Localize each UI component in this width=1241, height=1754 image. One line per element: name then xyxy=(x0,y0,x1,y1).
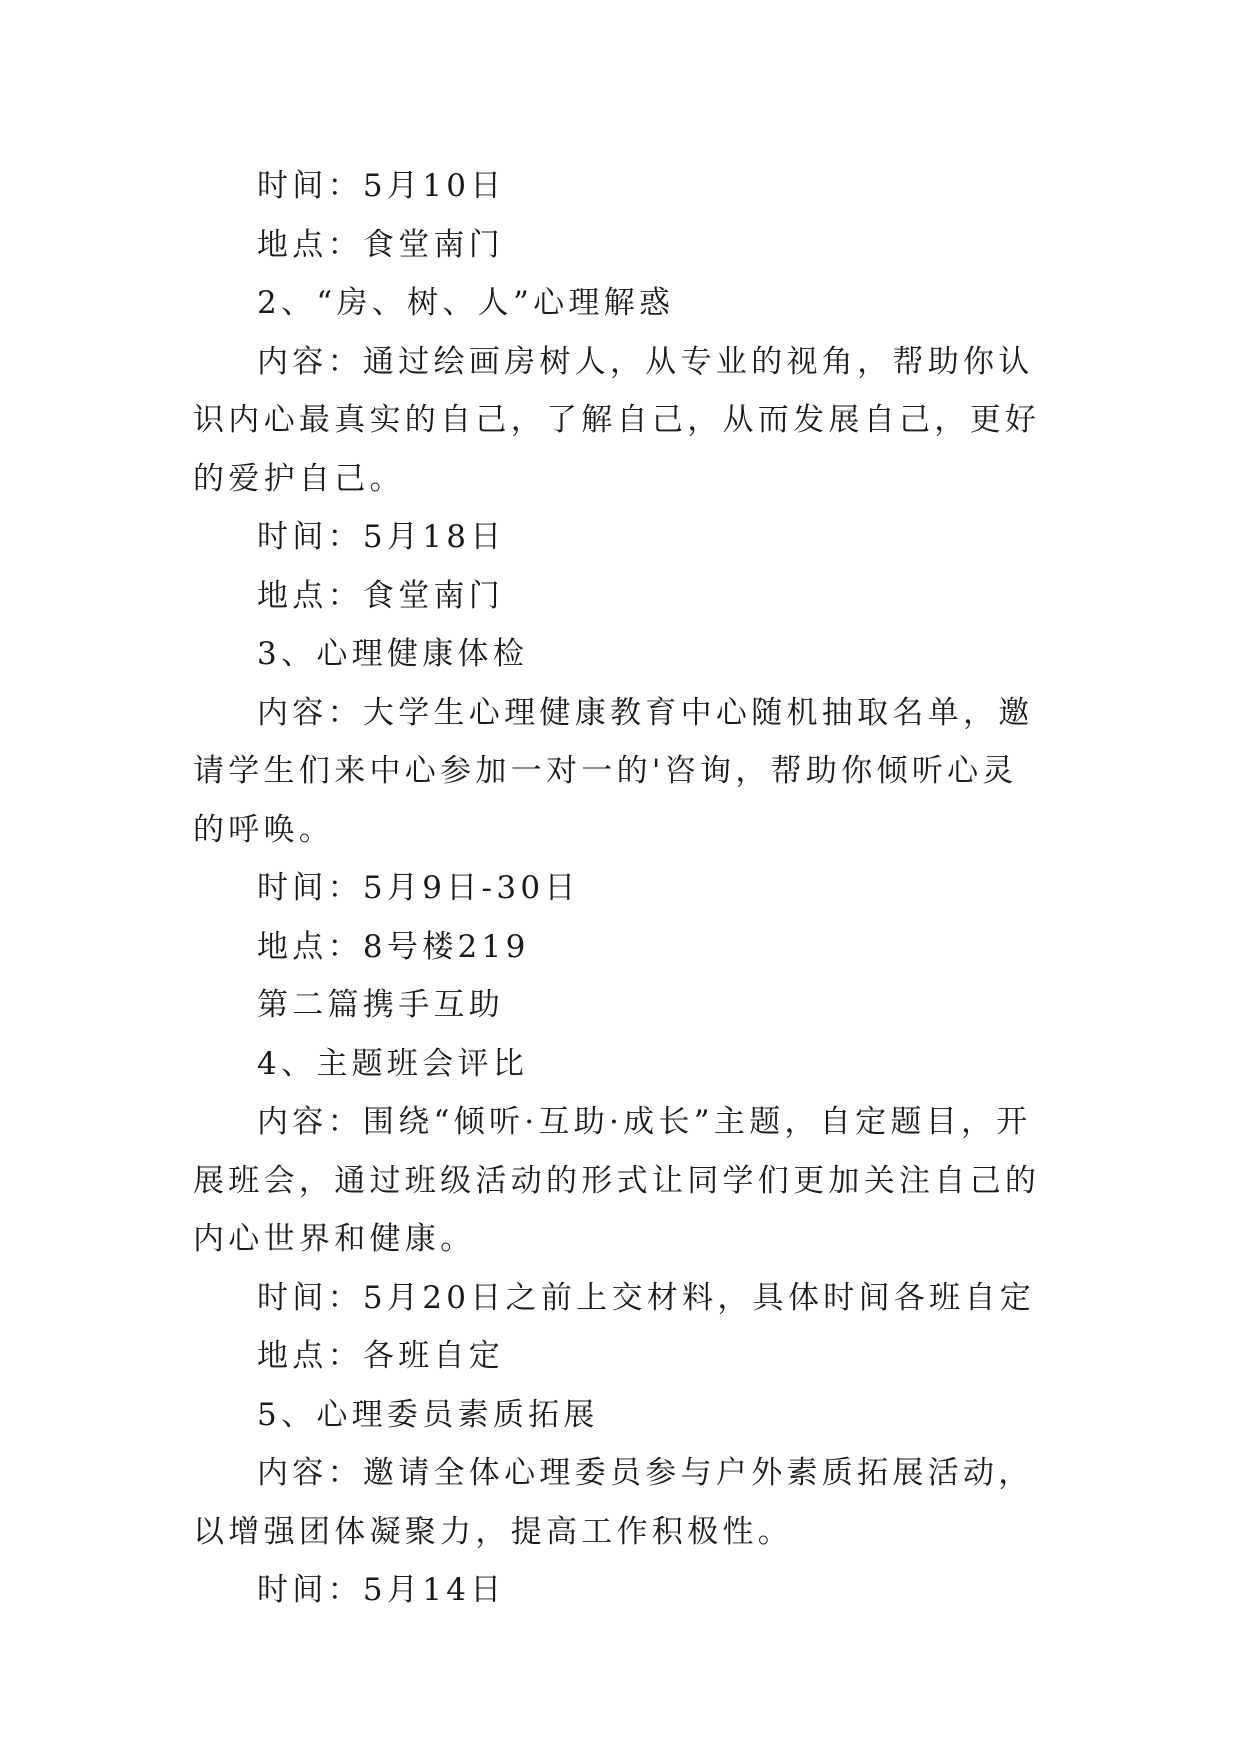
paragraph-content-2: 内容：通过绘画房树人，从专业的视角，帮助你认识内心最真实的自己，了解自己，从而发展自己，更好的爱护自己。 xyxy=(193,343,1041,497)
section-heading-5: 5、心理委员素质拓展 xyxy=(257,1396,599,1433)
section-heading-3: 3、心理健康体检 xyxy=(257,636,529,672)
part-heading-2: 第二篇携手互助 xyxy=(257,987,505,1023)
paragraph-time-1: 时间：5月10日 xyxy=(257,168,506,204)
paragraph-time-2: 时间：5月18日 xyxy=(257,519,506,555)
paragraph-time-5: 时间：5月14日 xyxy=(257,1572,506,1608)
paragraph-location-4: 地点：各班自定 xyxy=(257,1338,505,1374)
paragraph-time-4: 时间：5月20日之前上交材料，具体时间各班自定 xyxy=(257,1279,1036,1316)
paragraph-content-5: 内容：邀请全体心理委员参与户外素质拓展活动，以增强团体凝聚力，提高工作积极性。 xyxy=(193,1455,1034,1550)
paragraph-content-3: 内容：大学生心理健康教育中心随机抽取名单，邀请学生们来中心参加一对一的'咨询，帮助你倾听心灵的呼唤。 xyxy=(193,694,1034,848)
paragraph-content-4: 内容：围绕“倾听·互助·成长”主题，自定题目，开展班会，通过班级活动的形式让同学们更加关注自己的内心世界和健康。 xyxy=(193,1104,1041,1257)
paragraph-location-3: 地点：8号楼219 xyxy=(257,928,530,965)
section-heading-4: 4、主题班会评比 xyxy=(257,1045,529,1082)
paragraph-time-3: 时间：5月9日-30日 xyxy=(257,870,580,906)
paragraph-location-2: 地点：食堂南门 xyxy=(257,577,505,614)
document-body xyxy=(193,157,1053,1620)
section-heading-2: 2、“房、树、人”心理解惑 xyxy=(257,285,675,321)
paragraph-location-1: 地点：食堂南门 xyxy=(257,226,505,263)
